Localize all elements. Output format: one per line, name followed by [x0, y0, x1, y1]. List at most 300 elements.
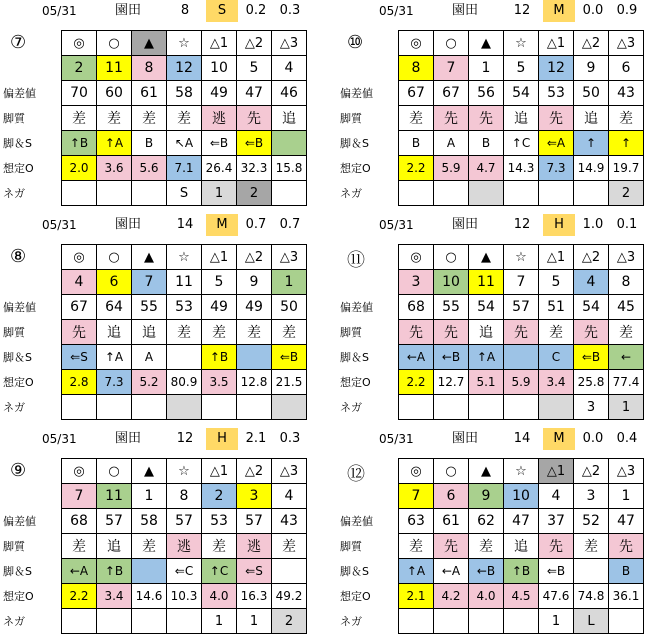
running-style-cell: 差	[609, 106, 644, 131]
race-number: ⑩	[347, 32, 364, 53]
race-header	[0, 214, 320, 238]
deviation-cell: 61	[132, 81, 167, 106]
deviation-cell: 51	[539, 295, 574, 320]
horse-number-cell: 7	[504, 270, 539, 295]
odds-cell: 14.3	[504, 156, 539, 181]
odds-cell: 49.2	[272, 584, 307, 609]
mark-cell: △3	[609, 459, 644, 484]
index-value-2: 0.3	[279, 3, 301, 18]
deviation-cell: 63	[399, 509, 434, 534]
odds-cell: 5.2	[132, 370, 167, 395]
mark-cell: △1	[539, 31, 574, 56]
row-label-empty	[0, 56, 62, 81]
legs-speed-cell: ⇐C	[167, 559, 202, 584]
row-label: 想定O	[3, 162, 34, 175]
race-table	[0, 30, 307, 206]
negative-cell	[97, 395, 132, 420]
negative-cell	[539, 395, 574, 420]
deviation-cell: 67	[434, 81, 469, 106]
negative-cell	[609, 609, 644, 634]
horse-number-cell: 7	[132, 270, 167, 295]
odds-cell: 4.5	[504, 584, 539, 609]
deviation-cell: 52	[574, 509, 609, 534]
horse-number-cell: 4	[272, 56, 307, 81]
odds-cell: 4.2	[434, 584, 469, 609]
table-row	[337, 270, 644, 295]
table-row	[337, 609, 644, 634]
negative-cell: 2	[609, 181, 644, 206]
table-row	[0, 106, 307, 131]
negative-cell	[132, 181, 167, 206]
running-style-cell: 追	[504, 534, 539, 559]
horse-number-cell: 3	[574, 484, 609, 509]
negative-cell: 1	[202, 609, 237, 634]
running-style-cell: 先	[434, 106, 469, 131]
table-row	[0, 81, 307, 106]
negative-cell: 1	[202, 181, 237, 206]
mark-cell: ○	[434, 245, 469, 270]
horse-number-cell: 6	[434, 484, 469, 509]
horse-number-cell: 1	[272, 270, 307, 295]
deviation-cell: 47	[504, 509, 539, 534]
mark-cell: ☆	[167, 245, 202, 270]
negative-cell	[469, 181, 504, 206]
mark-cell: ▲	[469, 459, 504, 484]
negative-cell	[434, 181, 469, 206]
deviation-cell: 57	[97, 509, 132, 534]
race-date: 05/31	[42, 218, 77, 232]
mark-cell: △2	[237, 459, 272, 484]
horse-number-cell: 1	[469, 56, 504, 81]
horse-number-cell: 5	[539, 270, 574, 295]
table-row	[0, 270, 307, 295]
negative-cell	[434, 609, 469, 634]
race-date: 05/31	[379, 218, 414, 232]
race-header	[337, 214, 657, 238]
row-label: 偏差値	[3, 301, 36, 314]
row-label: 脚質	[3, 326, 25, 339]
horse-number-cell: 7	[399, 484, 434, 509]
legs-speed-cell	[504, 345, 539, 370]
race-table	[337, 244, 644, 420]
legs-speed-cell: ←A	[62, 559, 97, 584]
running-style-cell: 逃	[202, 106, 237, 131]
horse-number-cell: 7	[62, 484, 97, 509]
running-style-cell: 差	[62, 534, 97, 559]
odds-cell: 15.8	[272, 156, 307, 181]
table-row	[337, 370, 644, 395]
negative-cell	[469, 609, 504, 634]
legs-speed-cell: ↑	[609, 131, 644, 156]
horse-number-cell: 6	[609, 56, 644, 81]
row-label: 脚＆S	[340, 565, 369, 578]
running-style-cell: 差	[609, 320, 644, 345]
legs-speed-cell	[237, 345, 272, 370]
mark-cell: △1	[202, 245, 237, 270]
runner-count: 8	[180, 3, 190, 18]
row-label: 想定O	[3, 590, 34, 603]
table-row	[0, 245, 307, 270]
odds-cell: 5.9	[434, 156, 469, 181]
race-table	[337, 30, 644, 206]
table-row	[0, 459, 307, 484]
negative-cell	[504, 609, 539, 634]
row-label: 脚質	[3, 540, 25, 553]
race-block	[0, 214, 320, 424]
row-label-empty	[0, 484, 62, 509]
odds-cell: 2.2	[399, 370, 434, 395]
odds-cell: 21.5	[272, 370, 307, 395]
table-row	[0, 559, 307, 584]
row-label-empty	[337, 245, 399, 270]
race-header	[337, 0, 657, 24]
mark-cell: ☆	[504, 31, 539, 56]
mark-cell: △2	[574, 459, 609, 484]
row-label-empty	[0, 459, 62, 484]
table-row	[0, 156, 307, 181]
deviation-cell: 61	[434, 509, 469, 534]
odds-cell: 74.8	[574, 584, 609, 609]
table-row	[337, 295, 644, 320]
deviation-cell: 50	[574, 81, 609, 106]
horse-number-cell: 5	[504, 56, 539, 81]
odds-cell: 19.7	[609, 156, 644, 181]
deviation-cell: 67	[62, 295, 97, 320]
table-row	[337, 534, 644, 559]
running-style-cell: 差	[469, 534, 504, 559]
index-value-1: 2.1	[245, 431, 267, 446]
row-label: 脚＆S	[340, 137, 369, 150]
odds-cell: 5.9	[504, 370, 539, 395]
mark-cell: ○	[434, 459, 469, 484]
horse-number-cell: 5	[202, 270, 237, 295]
negative-cell	[399, 395, 434, 420]
race-header	[337, 428, 657, 452]
legs-speed-cell: ↑	[574, 131, 609, 156]
running-style-cell: 先	[399, 320, 434, 345]
table-row	[0, 295, 307, 320]
row-label-empty	[337, 459, 399, 484]
deviation-cell: 62	[469, 509, 504, 534]
negative-cell	[574, 181, 609, 206]
table-row	[0, 181, 307, 206]
running-style-cell: 差	[97, 106, 132, 131]
horse-number-cell: 1	[609, 484, 644, 509]
table-row	[0, 370, 307, 395]
horse-number-cell: 4	[574, 270, 609, 295]
table-row	[337, 395, 644, 420]
mark-cell: ☆	[504, 459, 539, 484]
horse-number-cell: 10	[504, 484, 539, 509]
negative-cell	[167, 609, 202, 634]
odds-cell: 7.3	[97, 370, 132, 395]
deviation-cell: 53	[539, 81, 574, 106]
deviation-cell: 45	[609, 295, 644, 320]
row-label: ネガ	[340, 187, 362, 200]
legs-speed-cell: ←	[609, 345, 644, 370]
running-style-cell: 差	[132, 106, 167, 131]
mark-cell: △3	[609, 31, 644, 56]
race-date: 05/31	[379, 4, 414, 18]
negative-cell: 3	[574, 395, 609, 420]
odds-cell: 12.8	[237, 370, 272, 395]
horse-number-cell: 9	[574, 56, 609, 81]
legs-speed-cell: ↑A	[97, 345, 132, 370]
row-label: 偏差値	[3, 515, 36, 528]
race-number: ⑦	[10, 32, 27, 53]
odds-cell: 7.3	[539, 156, 574, 181]
race-venue: 園田	[114, 431, 141, 446]
table-row	[0, 131, 307, 156]
runner-count: 14	[513, 431, 531, 446]
runner-count: 12	[513, 217, 531, 232]
mark-cell: ○	[97, 245, 132, 270]
legs-speed-cell: A	[132, 345, 167, 370]
running-style-cell: 先	[62, 320, 97, 345]
mark-cell: ◎	[399, 459, 434, 484]
row-label: 脚＆S	[3, 137, 32, 150]
table-row	[0, 509, 307, 534]
legs-speed-cell: ↑B	[504, 559, 539, 584]
runner-count: 12	[513, 3, 531, 18]
mark-cell: ▲	[469, 245, 504, 270]
odds-cell: 77.4	[609, 370, 644, 395]
horse-number-cell: 8	[132, 56, 167, 81]
negative-cell: 2	[272, 609, 307, 634]
row-label: 偏差値	[340, 301, 373, 314]
deviation-cell: 54	[469, 295, 504, 320]
deviation-cell: 57	[237, 509, 272, 534]
race-venue: 園田	[451, 3, 478, 18]
mark-cell: ▲	[469, 31, 504, 56]
deviation-cell: 54	[504, 81, 539, 106]
odds-cell: 3.6	[97, 156, 132, 181]
horse-number-cell: 9	[469, 484, 504, 509]
horse-number-cell: 10	[434, 270, 469, 295]
negative-cell: 1	[609, 395, 644, 420]
deviation-cell: 58	[167, 81, 202, 106]
running-style-cell: 先	[504, 320, 539, 345]
row-label-empty	[337, 270, 399, 295]
row-label-empty	[337, 31, 399, 56]
horse-number-cell: 4	[539, 484, 574, 509]
table-row	[0, 484, 307, 509]
mark-cell: △1	[539, 459, 574, 484]
running-style-cell: 差	[167, 106, 202, 131]
race-table	[337, 458, 644, 634]
deviation-cell: 58	[132, 509, 167, 534]
odds-cell: 14.6	[132, 584, 167, 609]
mark-cell: △3	[272, 459, 307, 484]
race-number: ⑨	[10, 460, 27, 481]
negative-cell: 2	[237, 181, 272, 206]
race-number: ⑪	[347, 250, 365, 271]
mark-cell: △2	[574, 31, 609, 56]
running-style-cell: 先	[539, 534, 574, 559]
track-condition: H	[543, 214, 575, 236]
race-number: ⑧	[10, 246, 27, 267]
running-style-cell: 追	[97, 534, 132, 559]
mark-cell: △2	[237, 31, 272, 56]
deviation-cell: 56	[469, 81, 504, 106]
index-value-1: 0.7	[245, 217, 267, 232]
negative-cell	[272, 181, 307, 206]
track-condition: H	[206, 428, 238, 450]
running-style-cell: 先	[434, 320, 469, 345]
row-label-empty	[0, 245, 62, 270]
legs-speed-cell: ↑B	[202, 345, 237, 370]
negative-cell	[539, 181, 574, 206]
track-condition: M	[543, 428, 575, 450]
row-label: 脚＆S	[340, 351, 369, 364]
race-venue: 園田	[114, 3, 141, 18]
deviation-cell: 47	[237, 81, 272, 106]
running-style-cell: 差	[399, 534, 434, 559]
odds-cell: 2.2	[62, 584, 97, 609]
race-header	[0, 428, 320, 452]
race-date: 05/31	[42, 432, 77, 446]
table-row	[0, 395, 307, 420]
row-label: 想定O	[340, 376, 371, 389]
legs-speed-cell: ←A	[399, 345, 434, 370]
table-row	[337, 245, 644, 270]
race-block	[0, 0, 320, 210]
deviation-cell: 54	[574, 295, 609, 320]
deviation-cell: 50	[272, 295, 307, 320]
legs-speed-cell: ⇐A	[539, 131, 574, 156]
table-row	[0, 345, 307, 370]
deviation-cell: 64	[97, 295, 132, 320]
horse-number-cell: 8	[399, 56, 434, 81]
mark-cell: ◎	[62, 459, 97, 484]
mark-cell: ○	[434, 31, 469, 56]
running-style-cell: 先	[434, 534, 469, 559]
negative-cell: 1	[237, 609, 272, 634]
deviation-cell: 49	[202, 81, 237, 106]
running-style-cell: 差	[539, 320, 574, 345]
table-row	[337, 584, 644, 609]
index-value-1: 1.0	[582, 217, 604, 232]
horse-number-cell: 4	[272, 484, 307, 509]
running-style-cell: 追	[272, 106, 307, 131]
deviation-cell: 57	[504, 295, 539, 320]
table-row	[0, 56, 307, 81]
odds-cell: 16.3	[237, 584, 272, 609]
negative-cell	[97, 181, 132, 206]
deviation-cell: 46	[272, 81, 307, 106]
negative-cell	[132, 609, 167, 634]
mark-cell: ◎	[62, 31, 97, 56]
running-style-cell: 追	[574, 106, 609, 131]
horse-number-cell: 8	[167, 484, 202, 509]
row-label: ネガ	[3, 401, 25, 414]
row-label: 想定O	[3, 376, 34, 389]
negative-cell	[504, 395, 539, 420]
negative-cell: 1	[539, 609, 574, 634]
deviation-cell: 57	[167, 509, 202, 534]
row-label-empty	[0, 270, 62, 295]
odds-cell: 7.1	[167, 156, 202, 181]
table-row	[337, 345, 644, 370]
legs-speed-cell: ⇐S	[62, 345, 97, 370]
table-row	[337, 156, 644, 181]
running-style-cell: 追	[469, 320, 504, 345]
legs-speed-cell	[132, 559, 167, 584]
negative-cell: S	[167, 181, 202, 206]
legs-speed-cell: C	[539, 345, 574, 370]
race-block	[337, 428, 657, 638]
horse-number-cell: 3	[399, 270, 434, 295]
running-style-cell: 先	[539, 106, 574, 131]
legs-speed-cell: ←A	[434, 559, 469, 584]
horse-number-cell: 3	[237, 484, 272, 509]
mark-cell: ▲	[132, 245, 167, 270]
negative-cell	[469, 395, 504, 420]
row-label: ネガ	[340, 401, 362, 414]
row-label-empty	[0, 31, 62, 56]
deviation-cell: 68	[62, 509, 97, 534]
legs-speed-cell: B	[609, 559, 644, 584]
deviation-cell: 43	[272, 509, 307, 534]
horse-number-cell: 11	[97, 56, 132, 81]
table-row	[337, 31, 644, 56]
running-style-cell: 差	[272, 534, 307, 559]
negative-cell	[237, 395, 272, 420]
legs-speed-cell: ⇐B	[574, 345, 609, 370]
negative-cell	[62, 395, 97, 420]
table-row	[0, 534, 307, 559]
horse-number-cell: 2	[62, 56, 97, 81]
row-label: 想定O	[340, 162, 371, 175]
table-row	[337, 484, 644, 509]
race-block	[0, 428, 320, 638]
row-label-empty	[337, 56, 399, 81]
legs-speed-cell	[574, 559, 609, 584]
mark-cell: ○	[97, 31, 132, 56]
running-style-cell: 差	[574, 534, 609, 559]
deviation-cell: 53	[167, 295, 202, 320]
legs-speed-cell: ←B	[434, 345, 469, 370]
mark-cell: △2	[574, 245, 609, 270]
horse-number-cell: 5	[237, 56, 272, 81]
mark-cell: △3	[272, 245, 307, 270]
legs-speed-cell: A	[434, 131, 469, 156]
legs-speed-cell: ←B	[469, 559, 504, 584]
negative-cell	[504, 181, 539, 206]
row-label: 偏差値	[3, 87, 36, 100]
race-block	[337, 214, 657, 424]
row-label: 想定O	[340, 590, 371, 603]
odds-cell: 32.3	[237, 156, 272, 181]
legs-speed-cell: ⇐B	[237, 131, 272, 156]
odds-cell: 5.6	[132, 156, 167, 181]
running-style-cell: 差	[399, 106, 434, 131]
index-value-1: 0.0	[582, 431, 604, 446]
mark-cell: ○	[97, 459, 132, 484]
running-style-cell: 先	[237, 106, 272, 131]
odds-cell: 26.4	[202, 156, 237, 181]
deviation-cell: 55	[434, 295, 469, 320]
index-value-2: 0.3	[279, 431, 301, 446]
horse-number-cell: 11	[97, 484, 132, 509]
mark-cell: ☆	[167, 459, 202, 484]
runner-count: 14	[176, 217, 194, 232]
legs-speed-cell: B	[399, 131, 434, 156]
deviation-cell: 55	[132, 295, 167, 320]
index-value-1: 0.2	[245, 3, 267, 18]
negative-cell	[62, 181, 97, 206]
running-style-cell: 追	[132, 320, 167, 345]
